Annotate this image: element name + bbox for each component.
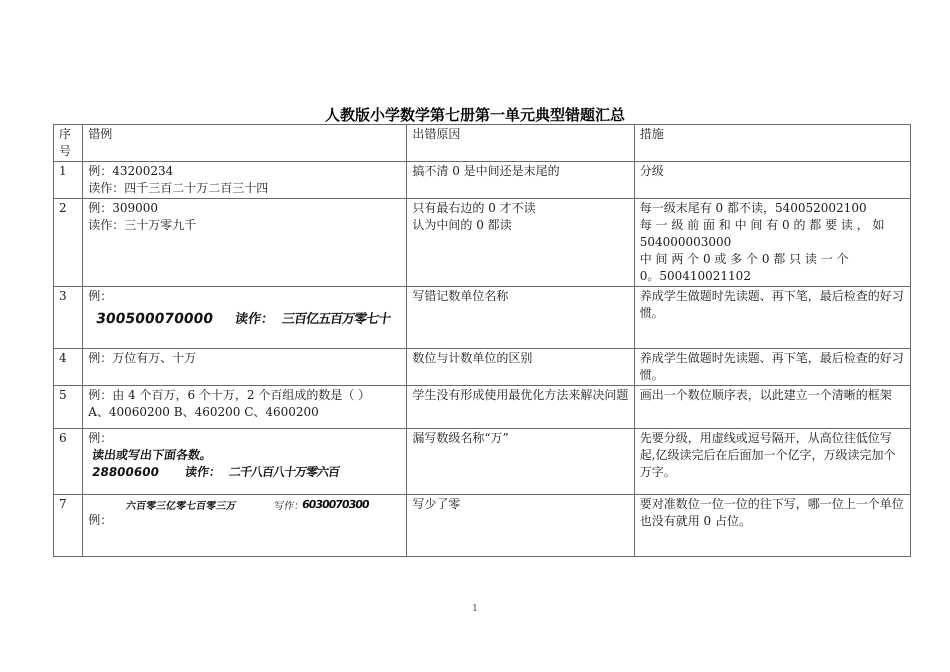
- header-measure: 措施: [634, 125, 910, 162]
- measure-line: 养成学生做题时先读题、再下笔，最后检查的好习惯。: [639, 289, 904, 320]
- table-header-row: [54, 125, 911, 162]
- table-row: [54, 495, 911, 557]
- page-number: 1: [472, 604, 478, 614]
- measure-line: 504000003000: [639, 235, 732, 249]
- example-line: 例：43200234: [88, 164, 174, 178]
- handwritten-prompt: 六百零三亿零七百零三万: [125, 501, 237, 512]
- measure-cell: [634, 349, 910, 386]
- reason-cell: 搞不清 0 是中间还是末尾的: [407, 162, 634, 199]
- example-line: 读作：三十万零九千: [88, 218, 197, 232]
- handwritten-label: 读作：: [233, 312, 275, 327]
- example-line: 读作：四千三百二十万二百三十四: [88, 181, 269, 195]
- reason-cell: 写错记数单位名称: [407, 287, 634, 349]
- measure-cell: [634, 162, 910, 199]
- table-row: [54, 199, 911, 287]
- measure-line: 养成学生做题时先读题、再下笔，最后检查的好习惯。: [639, 351, 904, 382]
- header-example: 错例: [83, 125, 407, 162]
- handwritten-reading: 三百亿五百万零七十: [280, 312, 391, 327]
- row-number: 2: [54, 199, 83, 287]
- measure-line: 0。500410021102: [639, 269, 751, 283]
- handwritten-reading: 二千八百八十万零六百: [227, 465, 340, 479]
- example-cell: [83, 162, 407, 199]
- measure-cell: [634, 429, 910, 495]
- example-cell: [83, 287, 407, 349]
- row-number: 3: [54, 287, 83, 349]
- example-cell: [83, 349, 407, 386]
- example-cell: [83, 199, 407, 287]
- reason-cell: 数位与计数单位的区别: [407, 349, 634, 386]
- measure-cell: [634, 386, 910, 429]
- measure-line: 每 一 级 前 面 和 中 间 有 0 的 都 要 读 ， 如: [639, 218, 885, 232]
- page-title: 人教版小学数学第七册第一单元典型错题汇总: [324, 106, 625, 124]
- table-row: [54, 349, 911, 386]
- example-cell: [83, 495, 407, 557]
- example-line: 例：: [88, 431, 113, 445]
- measure-cell: [634, 495, 910, 557]
- error-table: [53, 124, 911, 557]
- example-cell: [83, 429, 407, 495]
- measure-line: 画出一个数位顺序表，以此建立一个清晰的框架: [639, 388, 892, 402]
- example-line: A、40060200 B、460200 C、4600200: [88, 405, 319, 419]
- measure-line: 每一级末尾有 0 都不读，540052002100: [639, 201, 867, 215]
- row-number: 4: [54, 349, 83, 386]
- measure-line: 中 间 两 个 0 或 多 个 0 都 只 读 一 个: [639, 252, 849, 266]
- row-number: 7: [54, 495, 83, 557]
- row-number: 5: [54, 386, 83, 429]
- handwritten-label: 写作：: [273, 501, 305, 512]
- handwritten-answer: [92, 464, 401, 481]
- measure-line: 先要分级，用虚线或逗号隔开，从高位往低位写起,亿级读完后在后面加一个亿字，万级读完加个万字。: [639, 431, 896, 479]
- example-line: 例：: [88, 289, 113, 303]
- row-number: 6: [54, 429, 83, 495]
- handwritten-answer: [88, 496, 401, 536]
- measure-cell: [634, 287, 910, 349]
- handwritten-number: 28800600: [91, 465, 161, 479]
- table-row: [54, 162, 911, 199]
- table-row: [54, 287, 911, 349]
- table-row: [54, 386, 911, 429]
- reason-cell: 只有最右边的 0 才不读 认为中间的 0 都读: [407, 199, 634, 287]
- handwritten-label: 读作：: [183, 465, 222, 479]
- example-line: 例：309000: [88, 201, 158, 215]
- row-number: 1: [54, 162, 83, 199]
- measure-cell: [634, 199, 910, 287]
- example-cell: [83, 386, 407, 429]
- handwritten-heading: 读出或写出下面各数。: [91, 448, 214, 462]
- measure-line: 要对准数位一位一位的往下写，哪一位上一个单位也没有就用 0 占位。: [639, 497, 904, 528]
- table-row: [54, 429, 911, 495]
- handwritten-answer: [88, 311, 401, 328]
- reason-cell: 漏写数级名称“万”: [407, 429, 634, 495]
- handwritten-number: 300500070000: [95, 311, 215, 327]
- handwritten-number: 6030070300: [301, 498, 370, 511]
- reason-cell: 学生没有形成使用最优化方法来解决问题: [407, 386, 634, 429]
- example-line: 例：由 4 个百万，6 个十万，2 个百组成的数是（ ）: [88, 388, 371, 402]
- header-reason: 出错原因: [407, 125, 634, 162]
- reason-cell: 写少了零: [407, 495, 634, 557]
- example-line: 例：: [88, 513, 113, 527]
- example-line: 例：万位有万、十万: [88, 351, 197, 365]
- measure-line: 分级: [639, 164, 664, 178]
- header-index: 序号: [54, 125, 83, 162]
